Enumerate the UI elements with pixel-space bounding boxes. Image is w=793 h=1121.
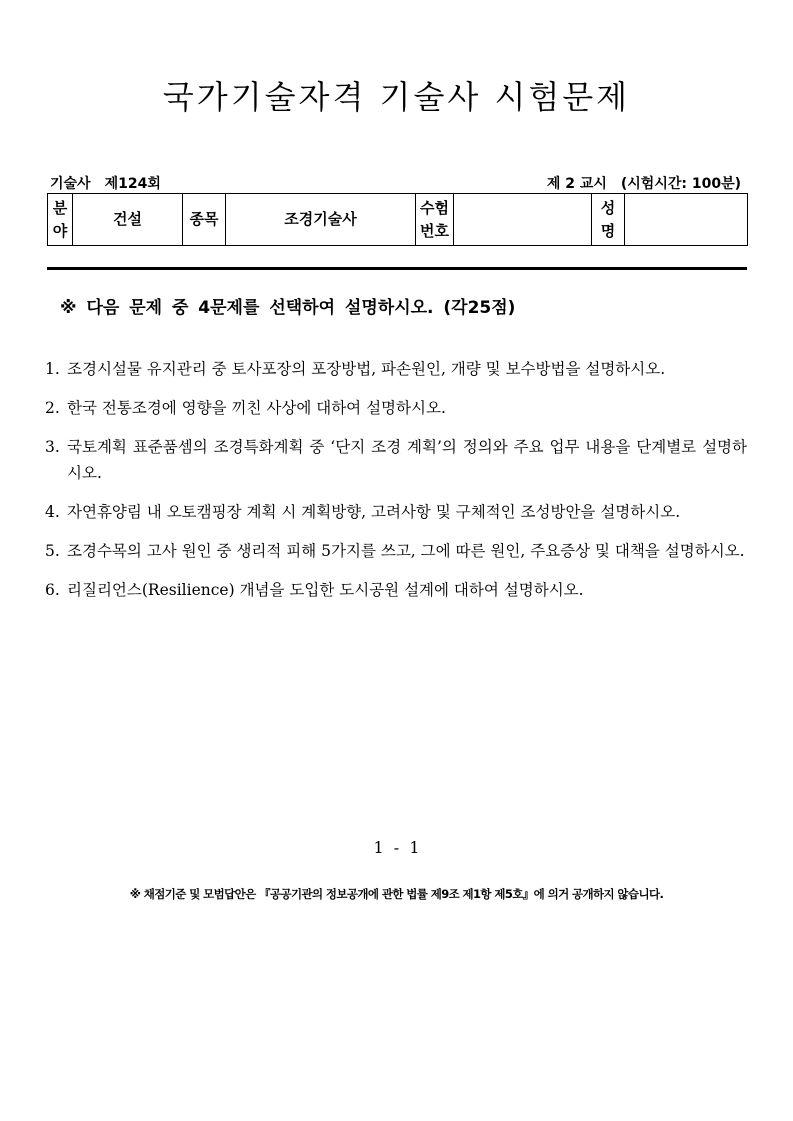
field-value: 건설 [73, 194, 183, 246]
footer-note: ※ 채점기준 및 모범답안은 『공공기관의 정보공개에 관한 법률 제9조 제1항 제5호』에 의거 공개하지 않습니다. [129, 887, 664, 901]
question-item [45, 577, 747, 603]
type-value: 조경기술사 [226, 194, 416, 246]
name-field[interactable] [625, 194, 748, 246]
divider [47, 267, 747, 270]
instruction-text: ※ 다음 문제 중 4문제를 선택하여 설명하시오. (각25점) [60, 298, 516, 318]
question-list [45, 356, 747, 616]
question-text: 리질리언스(Resilience) 개념을 도입한 도시공원 설계에 대하여 설명하시오. [67, 581, 584, 599]
question-number: 4. [45, 503, 60, 521]
question-number: 2. [45, 399, 60, 417]
question-item [45, 356, 747, 382]
name-label: 성 명 [592, 194, 625, 246]
question-text: 국토계획 표준품셈의 조경특화계획 중 ‘단지 조경 계획’의 정의와 주요 업무 내용을 단계별로 설명하시오. [67, 438, 747, 482]
type-label: 종목 [183, 194, 226, 246]
field-label: 분 야 [48, 194, 73, 246]
exam-session: 제 2 교시 [546, 176, 607, 192]
question-text: 한국 전통조경에 영향을 끼친 사상에 대하여 설명하시오. [67, 399, 446, 417]
question-item [45, 434, 747, 486]
exam-title: 국가기술자격 기술사 시험문제 [162, 78, 631, 116]
question-number: 3. [45, 438, 60, 456]
question-number: 5. [45, 542, 60, 560]
exam-meta-right [547, 173, 741, 193]
exam-meta-left [50, 173, 161, 193]
question-text: 자연휴양림 내 오토캠핑장 계획 시 계획방향, 고려사항 및 구체적인 조성방안을 설명하시오. [67, 503, 681, 521]
question-number: 1. [45, 360, 60, 378]
exam-number-label: 수험 번호 [416, 194, 454, 246]
question-item [45, 538, 747, 564]
question-number: 6. [45, 581, 60, 599]
exam-category: 기술사 [50, 176, 91, 192]
exam-number-field[interactable] [454, 194, 592, 246]
question-item [45, 395, 747, 421]
question-text: 조경수목의 고사 원인 중 생리적 피해 5가지를 쓰고, 그에 따른 원인, 주요증상 및 대책을 설명하시오. [67, 542, 745, 560]
question-item [45, 499, 747, 525]
page-number: 1 - 1 [373, 838, 420, 857]
exam-time: (시험시간: 100분) [620, 176, 741, 192]
question-text: 조경시설물 유지관리 중 토사포장의 포장방법, 파손원인, 개량 및 보수방법을 설명하시오. [67, 360, 666, 378]
exam-round: 제124회 [104, 176, 161, 192]
exam-info-table [47, 193, 748, 246]
